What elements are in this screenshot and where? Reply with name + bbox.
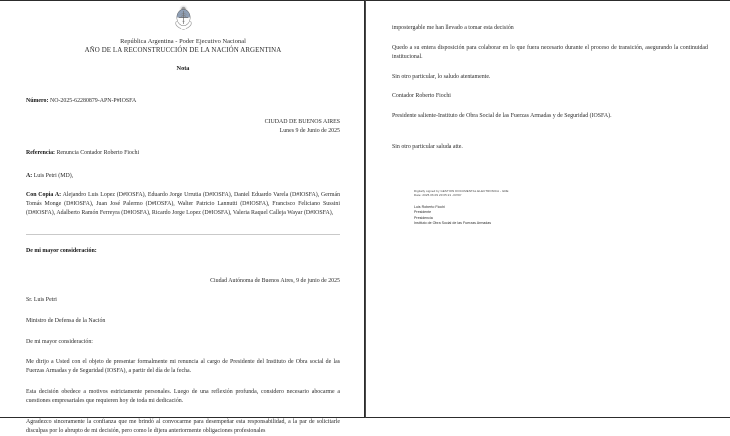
letter-recipient-name: Sr. Luis Petri [26, 296, 57, 303]
signature-office: Presidencia [414, 215, 433, 220]
letterhead-organization [26, 38, 340, 55]
letter-inner-salutation: De mi mayor consideración: [26, 338, 93, 345]
carbon-copy-label: Con Copia A: [26, 191, 62, 198]
page2-content [392, 1, 708, 152]
digital-signature-stamp [414, 190, 708, 226]
carbon-copy-row [26, 191, 340, 218]
letter-paragraph-continuation: impostergable me han llevado a tomar esta decisión [392, 25, 514, 31]
signature-meta-line-1: Digitally signed by GESTION DOCUMENTAL ELECTRONICA - GDE [414, 189, 509, 194]
document-salutation: De mi mayor consideración: [26, 247, 97, 254]
signature-name: Luis Roberto Fiochi [414, 204, 445, 209]
addressee-row [26, 173, 340, 179]
addressee-label: A: [26, 172, 33, 179]
header-body-divider [26, 234, 340, 235]
letterhead-line-2: AÑO DE LA RECONSTRUCCIÓN DE LA NACIÓN ARGENTINA [84, 46, 282, 54]
document-metadata [26, 97, 340, 106]
signature-identity-block [414, 205, 708, 227]
document-page-1 [0, 0, 365, 434]
addressee-value: Luis Petri (MD), [33, 172, 74, 179]
letter-signer-name: Contador Roberto Fiochi [392, 93, 451, 100]
letter-signer-title: Presidente saliente-Instituto de Obra Social de las Fuerzas Armadas y de Seguridad (IOSFA). [392, 113, 612, 120]
letter-paragraph-3: Agradezco sinceramente la confianza que me brindó al convocarme para desempeñar esta responsabilidad, a la par de solicitarle disculpas por lo abrupto de mi decisión, pero como le dijera anteriormente obligaciones profesionales [26, 418, 340, 434]
letter-final-closing: Sin otro particular saluda atte. [392, 144, 463, 151]
argentina-coat-of-arms-icon [172, 4, 195, 35]
numero-value: NO-2025-62280879-APN-P#IOSFA [49, 97, 137, 104]
letter-paragraph-2: Esta decisión obedece a motivos estrictamente personales. Luego de una reflexión profunda, considero necesario abocarme a cuestiones empresariales que requieren hoy de toda mi dedicación. [26, 389, 340, 405]
letter-paragraph-4: Quedo a su entera disposición para colaborar en lo que fuera necesario durante el proceso de transición, asegurando la continuidad institucional. [392, 44, 708, 60]
carbon-copy-value: Alejandro Luis Lopez (D#IOSFA), Eduardo Jorge Urrutia (D#IOSFA), Daniel Eduardo Varela (D#IOSFA), Germán Tomás Monge (D#IOSFA), Juan José Palermo (D#IOSFA), Walter Patricio Lannutti (D#IOSFA), Francisco Feliciano Sussini (D#IOSFA), Adalberto Ramón Ferreyra (D#IOSFA), Ricardo Jorge Lopez (D#IOSFA), Valeria Raquel Calleja Wayar (D#IOSFA), [26, 191, 341, 216]
letterhead-crest-container [26, 1, 340, 38]
referencia-value: Renuncia Contador Roberto Fiochi [56, 149, 140, 156]
referencia-label: Referencia: [26, 149, 56, 156]
city-name: CIUDAD DE BUENOS AIRES [264, 119, 340, 126]
document-type-title: Nota [176, 64, 190, 72]
city-date-block [26, 118, 340, 136]
letter-closing: Sin otro particular, lo saludo atentamente. [392, 73, 491, 80]
letter-recipient-title: Ministro de Defensa de la Nación [26, 317, 106, 324]
signature-role: Presidente [414, 210, 432, 215]
letter-paragraph-1: Me dirijo a Usted con el objeto de presentar formalmente mi renuncia al cargo de Presidente del Instituto de Obra social de las Fuerzas Armadas y de Seguridad (IOSFA), a partir del día de la fecha. [26, 359, 340, 375]
referencia-row [26, 150, 340, 156]
numero-label: Número: [26, 97, 49, 104]
numero-row [26, 97, 340, 106]
letter-place-date: Ciudad Autónoma de Buenos Aires, 9 de junio de 2025 [210, 277, 340, 284]
signature-organization: Instituto de Obra Social de las Fuerzas Armadas [414, 221, 492, 226]
document-date: Lunes 9 de Junio de 2025 [279, 128, 340, 135]
document-page-2 [365, 0, 730, 418]
letterhead-line-1: República Argentina - Poder Ejecutivo Nacional [120, 38, 246, 45]
signature-meta-line-2: Date: 2025.06.09 20:05:21 -03'00' [414, 192, 462, 197]
